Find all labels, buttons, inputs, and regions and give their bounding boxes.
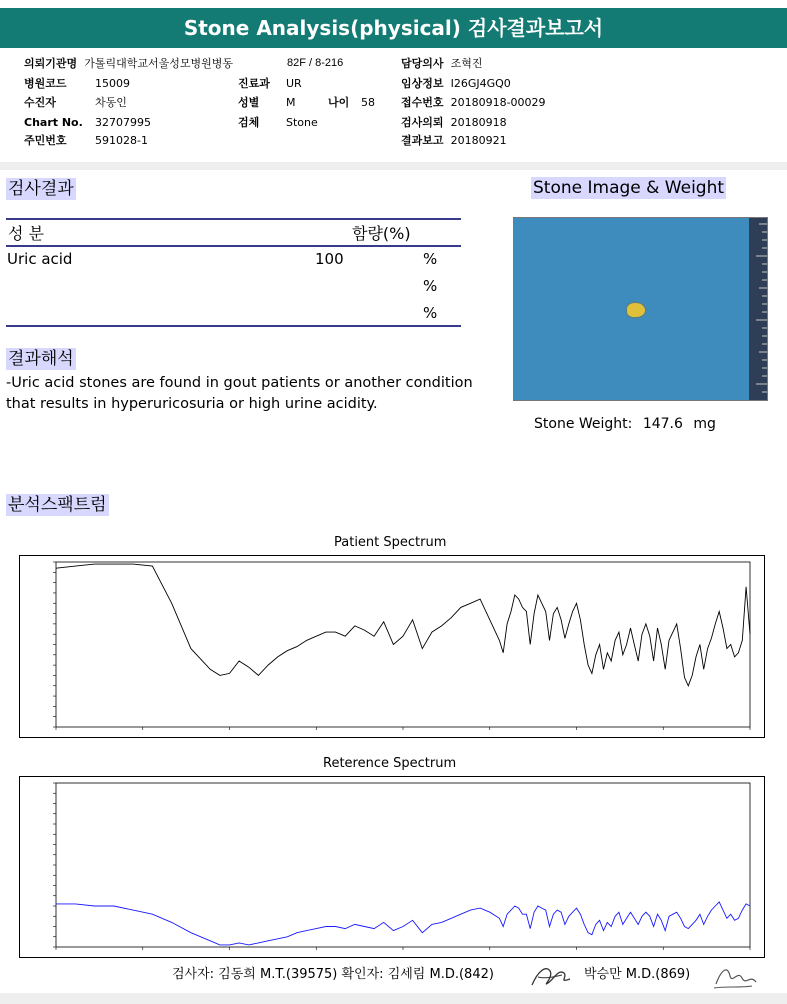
spectrum-heading: 분석스팩트럼 xyxy=(8,495,107,515)
sex-row xyxy=(238,96,296,110)
resident-no-row xyxy=(24,134,148,148)
receipt-no-row xyxy=(401,96,546,110)
receipt-no-value: 20180918-00029 xyxy=(450,96,546,109)
report-title: Stone Analysis(physical) 검사결과보고서 xyxy=(0,8,787,48)
stone-weight xyxy=(534,416,716,432)
patient-chart-svg xyxy=(20,556,764,737)
patient-value: 차동인 xyxy=(95,96,127,109)
reference-chart-title: Reterence Spectrum xyxy=(323,756,457,771)
reference-chart-svg xyxy=(20,777,764,957)
hospital-code-value: 15009 xyxy=(95,77,130,90)
col-content-header: 함량(%) xyxy=(352,224,411,243)
clinical-info-row xyxy=(401,77,511,91)
table-top-rule xyxy=(6,218,461,220)
receipt-no-label: 접수번호 xyxy=(401,96,444,109)
request-date-value: 20180918 xyxy=(450,116,507,129)
results-heading: 검사결과 xyxy=(8,179,74,199)
request-date-label: 검사의뢰 xyxy=(401,116,444,129)
row-1-unit: % xyxy=(423,250,438,268)
row-1-component: Uric acid xyxy=(7,250,73,268)
doctor-label: 담당의사 xyxy=(401,57,444,70)
report-date-value: 20180921 xyxy=(450,134,507,147)
age-row xyxy=(328,96,375,110)
report-date-label: 결과보고 xyxy=(401,134,444,147)
ruler-ticks xyxy=(749,218,767,401)
ruler xyxy=(749,218,767,400)
patient-chart xyxy=(19,555,765,738)
chart-no-value: 32707995 xyxy=(95,116,151,129)
resident-no-value: 591028-1 xyxy=(95,134,148,147)
institution-row xyxy=(24,57,233,71)
signature-2 xyxy=(712,962,758,992)
clinical-info-value: I26GJ4GQ0 xyxy=(450,77,511,90)
age-value: 58 xyxy=(361,96,375,109)
patient-plot-frame xyxy=(56,562,750,727)
image-heading: Stone Image & Weight xyxy=(533,178,725,198)
section-divider xyxy=(0,162,787,170)
footer-text-2: 박승만 M.D.(869) xyxy=(584,967,691,982)
request-date-row xyxy=(401,116,507,130)
department-label: 진료과 xyxy=(238,77,270,90)
age-label: 나이 xyxy=(328,96,350,109)
weight-unit: mg xyxy=(693,416,716,432)
stone-photo xyxy=(513,217,768,401)
specimen-row xyxy=(238,116,318,130)
ward-value: 82F / 8-216 xyxy=(287,57,344,69)
chart-no-label: Chart No. xyxy=(24,116,83,129)
interpretation-text: -Uric acid stones are found in gout patients or another condition that results in hyperuricosuria or high urine acidity. xyxy=(6,375,473,412)
patient-series-line xyxy=(56,564,750,686)
department-row xyxy=(238,77,302,91)
hospital-code-label: 병원코드 xyxy=(24,77,67,90)
institution-label: 의뢰기관명 xyxy=(24,57,78,70)
reference-plot-frame xyxy=(56,783,750,947)
row-3-unit: % xyxy=(423,304,438,322)
specimen-value: Stone xyxy=(286,116,318,129)
reference-chart xyxy=(19,776,765,958)
row-1-value: 100 xyxy=(315,250,344,268)
specimen-label: 검체 xyxy=(238,116,260,129)
col-component-header: 성 분 xyxy=(8,224,44,243)
footer-signatures-2 xyxy=(584,963,690,982)
chart-no-row xyxy=(24,116,151,130)
doctor-value: 조혁진 xyxy=(450,57,483,70)
weight-value: 147.6 xyxy=(642,416,683,432)
footer-text: 검사자: 김동희 M.T.(39575) 확인자: 김세림 M.D.(842) xyxy=(172,967,494,982)
sex-label: 성별 xyxy=(238,96,260,109)
sex-value: M xyxy=(286,96,296,109)
stone-sample xyxy=(627,303,645,317)
table-header-rule xyxy=(6,245,461,247)
patient-row xyxy=(24,96,127,110)
patient-chart-title: Patient Spectrum xyxy=(334,535,447,550)
footer-signatures xyxy=(172,963,494,982)
row-2-unit: % xyxy=(423,277,438,295)
institution-value: 가톨릭대학교서울성모병원병동 xyxy=(84,57,233,70)
reference-series-line xyxy=(56,902,750,945)
weight-label: Stone Weight: xyxy=(534,416,633,432)
patient-label: 수진자 xyxy=(24,96,56,109)
interpretation-heading: 결과해석 xyxy=(8,349,74,369)
signature-1 xyxy=(528,961,574,991)
bottom-divider xyxy=(0,993,787,1004)
resident-no-label: 주민번호 xyxy=(24,134,67,147)
hospital-code-row xyxy=(24,77,130,91)
clinical-info-label: 임상정보 xyxy=(401,77,444,90)
department-value: UR xyxy=(286,77,302,90)
doctor-row xyxy=(401,57,482,71)
report-date-row xyxy=(401,134,507,148)
table-bottom-rule xyxy=(6,325,461,327)
